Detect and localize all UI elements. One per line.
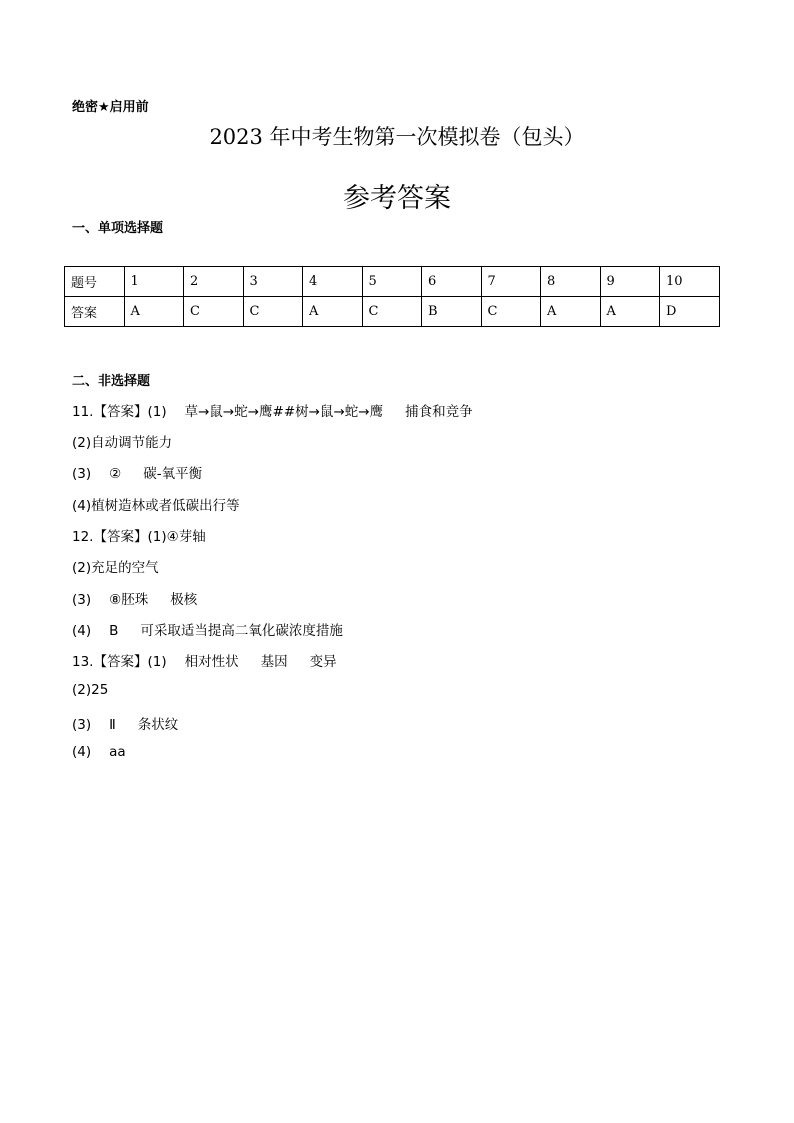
table-row-answers	[65, 297, 720, 327]
q12-line4	[72, 619, 343, 639]
q11-answer-food-chain: 草→鼠→蛇→鹰##树→鼠→蛇→鹰	[184, 404, 384, 420]
table-cell: 2	[184, 267, 244, 297]
q13-answer3: 变异	[309, 654, 337, 670]
table-cell: 6	[422, 267, 482, 297]
q11-p3-answer2: 碳-氧平衡	[143, 466, 203, 482]
q13-p3-label: (3)	[72, 717, 92, 733]
section-heading-choice: 一、单项选择题	[72, 221, 164, 236]
table-cell: 8	[541, 267, 601, 297]
q12-line3	[72, 588, 197, 608]
table-cell: 7	[481, 267, 541, 297]
q11-line1	[72, 400, 473, 420]
table-header-cell: 答案	[65, 297, 125, 327]
q13-label: 13.【答案】(1)	[72, 654, 167, 670]
table-cell: 9	[600, 267, 660, 297]
q11-p3-answer1: ②	[109, 466, 122, 482]
table-cell: C	[243, 297, 303, 327]
table-cell: 4	[303, 267, 363, 297]
table-cell: A	[600, 297, 660, 327]
q12-p4-answer1: B	[109, 623, 119, 639]
table-header-cell: 题号	[65, 267, 125, 297]
table-cell: A	[541, 297, 601, 327]
q11-label: 11.【答案】(1)	[72, 404, 167, 420]
section-heading-nonchoice: 二、非选择题	[72, 374, 151, 389]
table-cell: C	[184, 297, 244, 327]
q12-p3-answer2: 极核	[170, 592, 198, 608]
q13-p3-answer1: Ⅱ	[109, 717, 116, 733]
table-cell: C	[481, 297, 541, 327]
table-cell: A	[124, 297, 184, 327]
q13-p4-answer1: aa	[109, 744, 126, 760]
table-cell: D	[660, 297, 720, 327]
q13-line1	[72, 650, 337, 670]
q11-line4: (4)植树造林或者低碳出行等	[72, 498, 240, 514]
table-cell: B	[422, 297, 482, 327]
table-cell: 3	[243, 267, 303, 297]
q13-p3-answer2: 条状纹	[137, 717, 179, 733]
q12-line1	[72, 525, 206, 545]
confidential-label: 绝密★启用前	[72, 100, 149, 115]
q12-p4-answer2: 可采取适当提高二氧化碳浓度措施	[140, 623, 343, 639]
q13-line4	[72, 744, 126, 760]
q12-line2: (2)充足的空气	[72, 560, 159, 576]
q12-answer1: ④芽轴	[166, 529, 206, 545]
q12-p3-answer1: ⑧胚珠	[109, 592, 149, 608]
table-cell: 1	[124, 267, 184, 297]
table-cell: 10	[660, 267, 720, 297]
q13-p4-label: (4)	[72, 744, 92, 760]
table-cell: A	[303, 297, 363, 327]
page-title: 2023 年中考生物第一次模拟卷（包头）	[209, 125, 585, 149]
table-cell: 5	[362, 267, 422, 297]
q13-answer2: 基因	[260, 654, 288, 670]
answer-table	[64, 266, 720, 327]
q11-answer-relation: 捕食和竞争	[405, 404, 473, 420]
q13-answer1: 相对性状	[184, 654, 239, 670]
q12-p3-label: (3)	[72, 592, 92, 608]
table-row-numbers	[65, 267, 720, 297]
page-subtitle: 参考答案	[343, 183, 451, 214]
q11-line2: (2)自动调节能力	[72, 435, 173, 451]
q11-p3-label: (3)	[72, 466, 92, 482]
q12-label: 12.【答案】(1)	[72, 529, 167, 545]
q12-p4-label: (4)	[72, 623, 92, 639]
q13-line2: (2)25	[72, 682, 109, 698]
q13-line3	[72, 713, 178, 733]
q11-line3	[72, 462, 202, 482]
table-cell: C	[362, 297, 422, 327]
